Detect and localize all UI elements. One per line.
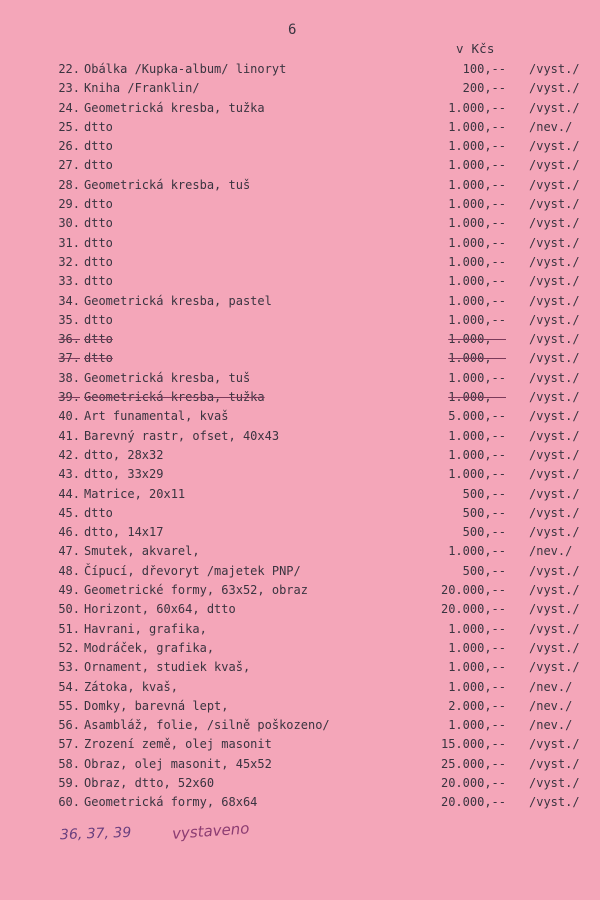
list-item bbox=[0, 176, 600, 195]
currency-column-header: v Kčs bbox=[456, 41, 495, 56]
item-description: Kniha /Franklin/ bbox=[84, 81, 200, 96]
list-item bbox=[0, 311, 600, 330]
item-status: /vyst./ bbox=[529, 158, 580, 173]
list-item bbox=[0, 79, 600, 98]
list-item bbox=[0, 388, 600, 407]
item-price: 15.000,-- bbox=[440, 737, 506, 752]
item-number: 24. bbox=[58, 100, 80, 115]
item-status: /nev./ bbox=[529, 718, 573, 733]
list-item bbox=[0, 562, 600, 581]
item-status: /vyst./ bbox=[529, 640, 580, 655]
list-item bbox=[0, 639, 600, 658]
list-item bbox=[0, 793, 600, 812]
list-item bbox=[0, 542, 600, 561]
list-item bbox=[0, 465, 600, 484]
item-description: dtto bbox=[84, 505, 113, 520]
item-number: 41. bbox=[58, 428, 80, 443]
item-description: dtto bbox=[84, 274, 113, 289]
item-description: dtto bbox=[84, 158, 113, 173]
item-number: 59. bbox=[58, 775, 80, 790]
list-item bbox=[0, 99, 600, 118]
item-price: 1.000,-- bbox=[448, 544, 506, 559]
item-status: /vyst./ bbox=[529, 660, 580, 675]
item-description: Geometrické formy, 63x52, obraz bbox=[84, 583, 308, 598]
item-price: 100,-- bbox=[462, 62, 506, 76]
list-item bbox=[0, 697, 600, 716]
item-number: 40. bbox=[58, 409, 80, 424]
item-price: 1.000,-- bbox=[448, 332, 506, 347]
item-description: dtto bbox=[84, 216, 113, 231]
item-description: Obálka /Kupka-album/ linoryt bbox=[84, 62, 287, 76]
item-price: 20.000,-- bbox=[440, 775, 506, 790]
item-description: Zrození země, olej masonit bbox=[84, 737, 272, 752]
list-item bbox=[0, 349, 600, 368]
item-number: 23. bbox=[58, 81, 80, 96]
item-description: Obraz, dtto, 52x60 bbox=[84, 775, 215, 790]
item-description: Zátoka, kvaš, bbox=[84, 679, 178, 694]
item-description: Asambláž, folie, /silně poškozeno/ bbox=[84, 718, 330, 733]
item-status: /nev./ bbox=[529, 119, 573, 134]
item-number: 36. bbox=[58, 332, 80, 347]
item-description: Geometrická kresba, tuš bbox=[84, 177, 251, 192]
item-description: Geometrická kresba, tužka bbox=[84, 390, 265, 405]
item-number: 49. bbox=[58, 583, 80, 598]
item-status: /nev./ bbox=[529, 544, 573, 559]
item-status: /vyst./ bbox=[529, 467, 580, 482]
item-number: 47. bbox=[58, 544, 80, 559]
list-item bbox=[0, 369, 600, 388]
item-number: 33. bbox=[58, 274, 80, 289]
item-status: /vyst./ bbox=[529, 563, 580, 578]
item-price: 1.000,-- bbox=[448, 621, 506, 636]
item-price: 1.000,-- bbox=[448, 428, 506, 443]
item-number: 53. bbox=[58, 660, 80, 675]
item-price: 200,-- bbox=[462, 81, 506, 96]
item-number: 35. bbox=[58, 312, 80, 327]
item-status: /vyst./ bbox=[529, 351, 580, 366]
item-price: 20.000,-- bbox=[440, 602, 506, 617]
item-number: 44. bbox=[58, 486, 80, 501]
item-price: 20.000,-- bbox=[440, 583, 506, 598]
item-description: dtto bbox=[84, 351, 113, 366]
item-status: /vyst./ bbox=[529, 177, 580, 192]
item-description: Geometrická kresba, pastel bbox=[84, 293, 272, 308]
item-number: 60. bbox=[58, 795, 80, 810]
item-description: Obraz, olej masonit, 45x52 bbox=[84, 756, 272, 771]
item-price: 1.000,-- bbox=[448, 640, 506, 655]
item-price: 5.000,-- bbox=[448, 409, 506, 424]
list-item bbox=[0, 735, 600, 754]
item-number: 34. bbox=[58, 293, 80, 308]
item-number: 25. bbox=[58, 119, 80, 134]
item-price: 1.000,-- bbox=[448, 312, 506, 327]
item-price: 1.000,-- bbox=[448, 216, 506, 231]
item-status: /vyst./ bbox=[529, 447, 580, 462]
list-item bbox=[0, 620, 600, 639]
item-price: 1.000,-- bbox=[448, 119, 506, 134]
item-price: 1.000,-- bbox=[448, 718, 506, 733]
item-number: 31. bbox=[58, 235, 80, 250]
item-status: /vyst./ bbox=[529, 737, 580, 752]
item-status: /vyst./ bbox=[529, 583, 580, 598]
item-number: 46. bbox=[58, 525, 80, 540]
item-description: dtto bbox=[84, 332, 113, 347]
item-number: 42. bbox=[58, 447, 80, 462]
item-description: dtto bbox=[84, 235, 113, 250]
item-number: 48. bbox=[58, 563, 80, 578]
item-description: Ornament, studiek kvaš, bbox=[84, 660, 251, 675]
item-status: /vyst./ bbox=[529, 139, 580, 154]
item-number: 45. bbox=[58, 505, 80, 520]
list-item bbox=[0, 195, 600, 214]
item-description: Modráček, grafika, bbox=[84, 640, 215, 655]
item-number: 28. bbox=[58, 177, 80, 192]
list-item bbox=[0, 407, 600, 426]
list-item bbox=[0, 156, 600, 175]
item-status: /vyst./ bbox=[529, 312, 580, 327]
item-status: /vyst./ bbox=[529, 293, 580, 308]
item-description: dtto, 33x29 bbox=[84, 467, 164, 482]
item-number: 51. bbox=[58, 621, 80, 636]
list-item bbox=[0, 678, 600, 697]
item-price: 1.000,-- bbox=[448, 139, 506, 154]
item-number: 56. bbox=[58, 718, 80, 733]
entry-list bbox=[0, 60, 600, 813]
item-status: /vyst./ bbox=[529, 235, 580, 250]
item-status: /vyst./ bbox=[529, 254, 580, 269]
item-status: /vyst./ bbox=[529, 409, 580, 424]
item-status: /vyst./ bbox=[529, 81, 580, 96]
list-item bbox=[0, 485, 600, 504]
item-description: Barevný rastr, ofset, 40x43 bbox=[84, 428, 280, 443]
item-price: 1.000,-- bbox=[448, 177, 506, 192]
item-number: 54. bbox=[58, 679, 80, 694]
item-status: /vyst./ bbox=[529, 197, 580, 212]
item-description: dtto, 28x32 bbox=[84, 447, 164, 462]
item-price: 1.000,-- bbox=[448, 351, 506, 366]
item-number: 58. bbox=[58, 756, 80, 771]
item-status: /vyst./ bbox=[529, 795, 580, 810]
page-number: 6 bbox=[288, 22, 297, 38]
item-description: dtto bbox=[84, 139, 113, 154]
item-number: 30. bbox=[58, 216, 80, 231]
item-number: 38. bbox=[58, 370, 80, 385]
item-price: 1.000,-- bbox=[448, 370, 506, 385]
item-price: 500,-- bbox=[462, 563, 506, 578]
list-item bbox=[0, 234, 600, 253]
list-item bbox=[0, 330, 600, 349]
item-number: 32. bbox=[58, 254, 80, 269]
item-description: dtto bbox=[84, 119, 113, 134]
item-price: 1.000,-- bbox=[448, 100, 506, 115]
item-price: 1.000,-- bbox=[448, 390, 506, 405]
list-item bbox=[0, 600, 600, 619]
list-item bbox=[0, 716, 600, 735]
item-description: dtto bbox=[84, 197, 113, 212]
item-price: 2.000,-- bbox=[448, 698, 506, 713]
item-description: Geometrická kresba, tuš bbox=[84, 370, 251, 385]
item-price: 1.000,-- bbox=[448, 293, 506, 308]
item-status: /vyst./ bbox=[529, 486, 580, 501]
item-price: 1.000,-- bbox=[448, 197, 506, 212]
list-item bbox=[0, 214, 600, 233]
list-item bbox=[0, 118, 600, 137]
list-item bbox=[0, 292, 600, 311]
item-number: 50. bbox=[58, 602, 80, 617]
item-number: 52. bbox=[58, 640, 80, 655]
list-item bbox=[0, 581, 600, 600]
item-number: 57. bbox=[58, 737, 80, 752]
list-item bbox=[0, 446, 600, 465]
item-number: 29. bbox=[58, 197, 80, 212]
list-item bbox=[0, 774, 600, 793]
item-status: /vyst./ bbox=[529, 274, 580, 289]
item-status: /vyst./ bbox=[529, 62, 580, 76]
item-price: 20.000,-- bbox=[440, 795, 506, 810]
item-status: /vyst./ bbox=[529, 756, 580, 771]
item-description: Domky, barevná lept, bbox=[84, 698, 229, 713]
list-item bbox=[0, 272, 600, 291]
item-status: /vyst./ bbox=[529, 332, 580, 347]
item-status: /vyst./ bbox=[529, 775, 580, 790]
list-item bbox=[0, 137, 600, 156]
item-price: 25.000,-- bbox=[440, 756, 506, 771]
item-number: 43. bbox=[58, 467, 80, 482]
item-status: /vyst./ bbox=[529, 428, 580, 443]
item-price: 1.000,-- bbox=[448, 158, 506, 173]
item-description: Havrani, grafika, bbox=[84, 621, 207, 636]
item-status: /vyst./ bbox=[529, 216, 580, 231]
item-number: 37. bbox=[58, 351, 80, 366]
item-status: /vyst./ bbox=[529, 602, 580, 617]
item-price: 1.000,-- bbox=[448, 274, 506, 289]
item-status: /nev./ bbox=[529, 698, 573, 713]
handwritten-note-numbers: 36, 37, 39 bbox=[59, 824, 132, 844]
item-status: /vyst./ bbox=[529, 525, 580, 540]
item-description: Čípucí, dřevoryt /majetek PNP/ bbox=[84, 563, 301, 578]
item-price: 1.000,-- bbox=[448, 679, 506, 694]
item-status: /vyst./ bbox=[529, 100, 580, 115]
item-status: /vyst./ bbox=[529, 505, 580, 520]
list-item bbox=[0, 253, 600, 272]
item-status: /nev./ bbox=[529, 679, 573, 694]
item-number: 26. bbox=[58, 139, 80, 154]
item-price: 500,-- bbox=[462, 486, 506, 501]
item-number: 39. bbox=[58, 390, 80, 405]
list-item bbox=[0, 755, 600, 774]
list-item bbox=[0, 60, 600, 79]
item-price: 500,-- bbox=[462, 505, 506, 520]
item-number: 27. bbox=[58, 158, 80, 173]
list-item bbox=[0, 658, 600, 677]
item-number: 55. bbox=[58, 698, 80, 713]
item-description: Art funamental, kvaš bbox=[84, 409, 229, 424]
item-description: Geometrická formy, 68x64 bbox=[84, 795, 258, 810]
item-price: 1.000,-- bbox=[448, 447, 506, 462]
item-price: 500,-- bbox=[462, 525, 506, 540]
item-description: dtto bbox=[84, 254, 113, 269]
list-item bbox=[0, 504, 600, 523]
item-price: 1.000,-- bbox=[448, 467, 506, 482]
item-status: /vyst./ bbox=[529, 370, 580, 385]
item-description: Smutek, akvarel, bbox=[84, 544, 200, 559]
list-item bbox=[0, 427, 600, 446]
item-price: 1.000,-- bbox=[448, 660, 506, 675]
item-description: Horizont, 60x64, dtto bbox=[84, 602, 236, 617]
item-number: 22. bbox=[58, 62, 80, 76]
list-item bbox=[0, 523, 600, 542]
item-price: 1.000,-- bbox=[448, 235, 506, 250]
item-status: /vyst./ bbox=[529, 621, 580, 636]
item-description: Matrice, 20x11 bbox=[84, 486, 186, 501]
item-description: dtto, 14x17 bbox=[84, 525, 164, 540]
item-description: Geometrická kresba, tužka bbox=[84, 100, 265, 115]
handwritten-note-word: vystaveno bbox=[171, 819, 250, 843]
item-description: dtto bbox=[84, 312, 113, 327]
item-price: 1.000,-- bbox=[448, 254, 506, 269]
item-status: /vyst./ bbox=[529, 390, 580, 405]
